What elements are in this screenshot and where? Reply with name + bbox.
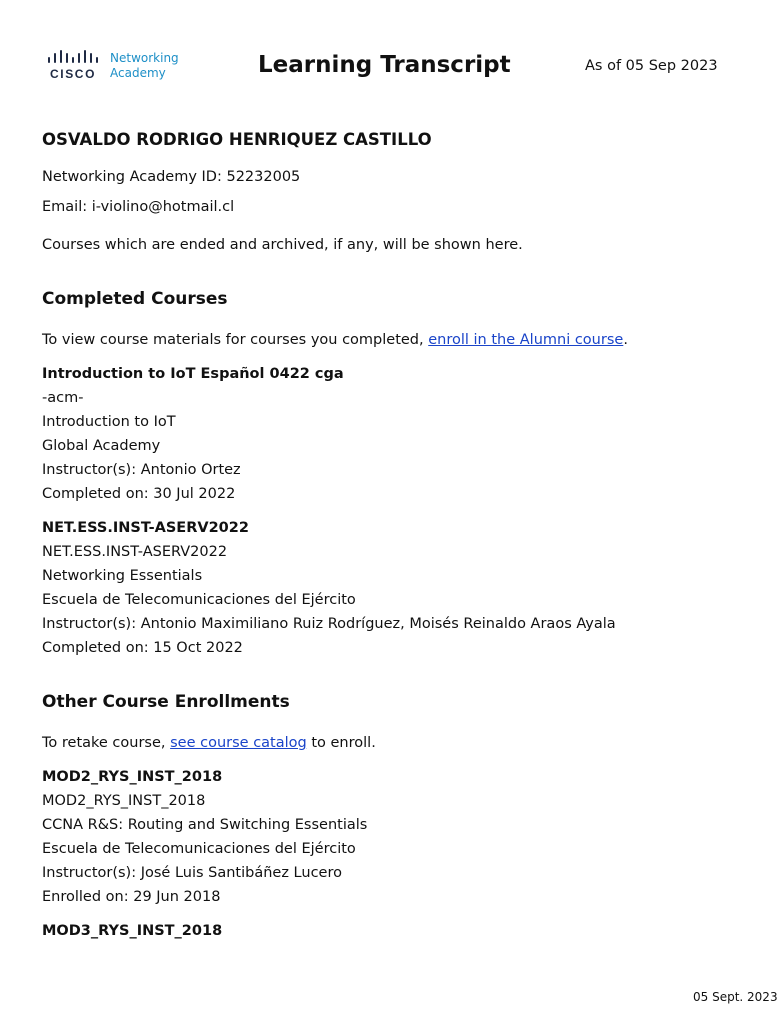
completed-intro-text: To view course materials for courses you completed,: [42, 332, 429, 348]
course-instructors: Instructor(s): Antonio Ortez: [42, 462, 241, 478]
course-code: MOD2_RYS_INST_2018: [42, 793, 206, 809]
course-academy: Escuela de Telecomunicaciones del Ejército: [42, 592, 356, 608]
cisco-networking-academy-logo: [46, 48, 186, 84]
transcript-body: [42, 128, 752, 943]
student-name: OSVALDO RODRIGO HENRIQUEZ CASTILLO: [42, 130, 432, 149]
completed-intro-end: .: [623, 332, 628, 348]
course-academy: Escuela de Telecomunicaciones del Ejército: [42, 841, 356, 857]
course-catalog-link[interactable]: see course catalog: [170, 735, 307, 751]
academy-wordmark: [110, 51, 200, 81]
course-date: Completed on: 15 Oct 2022: [42, 640, 243, 656]
course-name: Networking Essentials: [42, 568, 203, 584]
page-header: [0, 0, 768, 110]
course-academy: Global Academy: [42, 438, 161, 454]
course-title: Introduction to IoT Español 0422 cga: [42, 366, 344, 382]
alumni-course-link[interactable]: enroll in the Alumni course: [428, 332, 624, 348]
other-enrollments-heading: Other Course Enrollments: [42, 692, 290, 712]
page-title: Learning Transcript: [258, 52, 511, 78]
academy-wordmark-line2: Academy: [110, 66, 166, 80]
course-code: NET.ESS.INST-ASERV2022: [42, 544, 228, 560]
course-title: MOD2_RYS_INST_2018: [42, 769, 223, 785]
course-name: CCNA R&S: Routing and Switching Essentials: [42, 817, 368, 833]
course-code: -acm-: [42, 390, 84, 406]
cisco-bars-icon: [46, 50, 102, 66]
cisco-wordmark: CISCO: [50, 67, 97, 81]
course-entry: [42, 516, 752, 660]
archived-note: Courses which are ended and archived, if any, will be shown here.: [42, 237, 523, 253]
other-intro-text: To retake course,: [42, 735, 171, 751]
course-title: NET.ESS.INST-ASERV2022: [42, 520, 249, 536]
course-instructors: Instructor(s): Antonio Maximiliano Ruiz Rodríguez, Moisés Reinaldo Araos Ayala: [42, 616, 616, 632]
footer-date: 05 Sept. 2023: [693, 990, 778, 1004]
course-title: MOD3_RYS_INST_2018: [42, 923, 223, 939]
completed-intro: [42, 328, 752, 352]
course-name: Introduction to IoT: [42, 414, 176, 430]
course-entry: [42, 765, 752, 909]
academy-id: Networking Academy ID: 52232005: [42, 169, 301, 185]
course-date: Enrolled on: 29 Jun 2018: [42, 889, 221, 905]
other-intro: [42, 731, 752, 755]
course-date: Completed on: 30 Jul 2022: [42, 486, 236, 502]
other-intro-end: to enroll.: [306, 735, 376, 751]
as-of-date: As of 05 Sep 2023: [585, 58, 718, 74]
email: Email: i-violino@hotmail.cl: [42, 199, 235, 215]
completed-courses-heading: Completed Courses: [42, 289, 228, 309]
course-entry: [42, 362, 752, 506]
course-instructors: Instructor(s): José Luis Santibáñez Lucero: [42, 865, 342, 881]
academy-wordmark-line1: Networking: [110, 51, 179, 65]
course-entry: [42, 919, 752, 943]
